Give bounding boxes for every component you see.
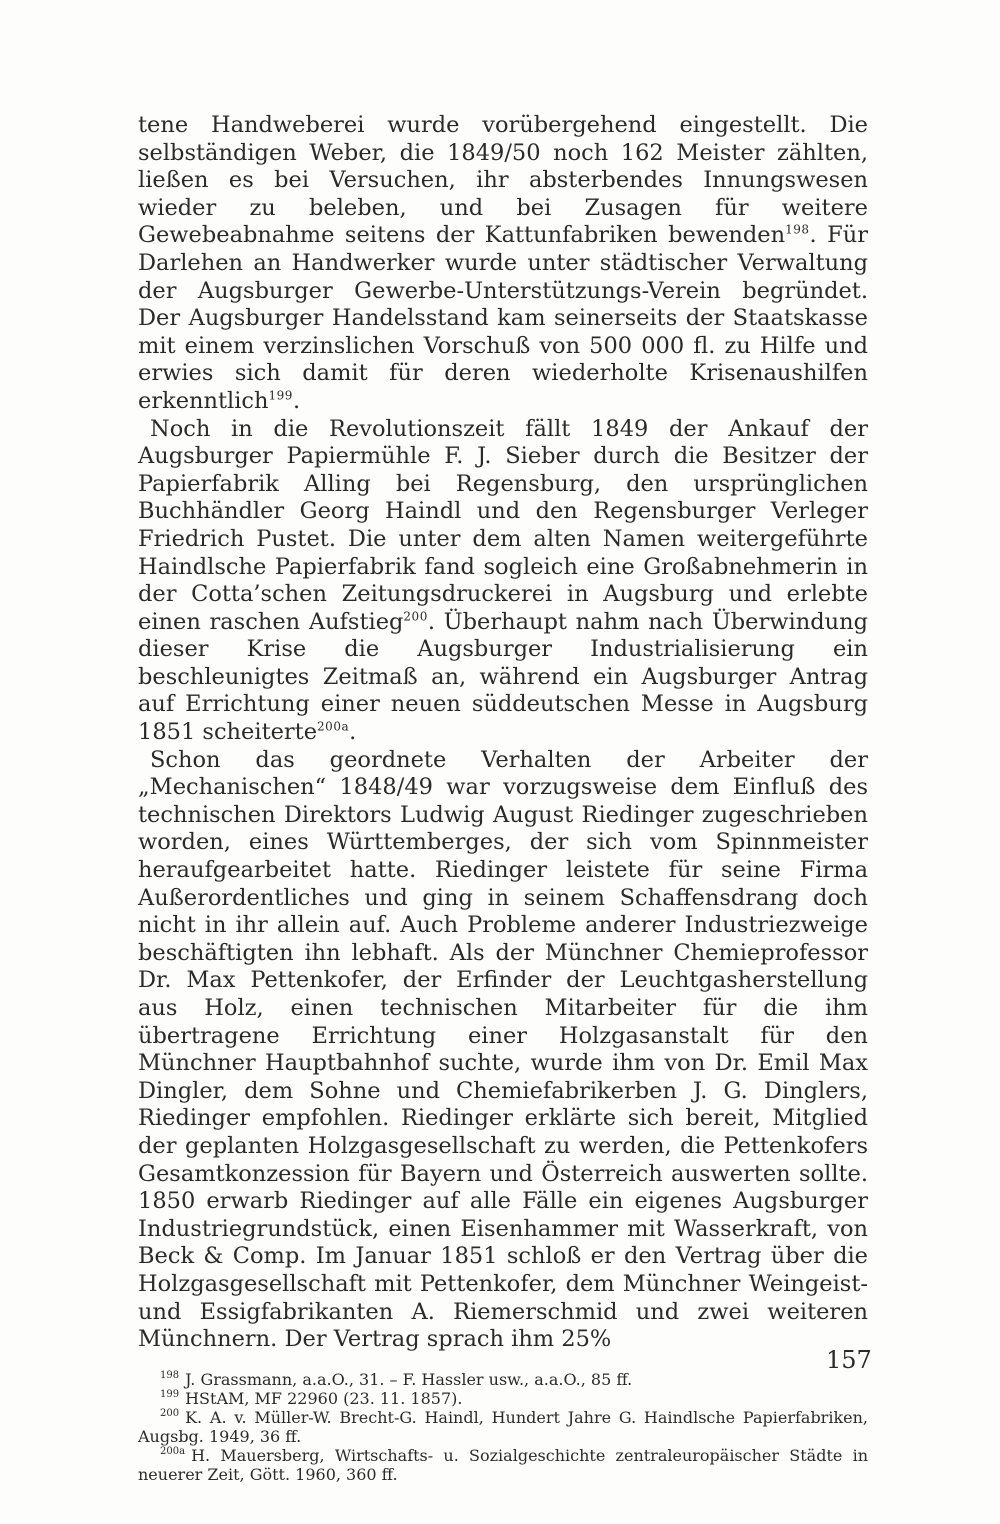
page-content — [138, 112, 868, 1484]
paragraph-text: Noch in die Revolutionszeit fällt 1849 der Ankauf der Augsburger Papiermühle F. J. Sieber durch die Besitzer der Papierfabrik Alling bei Regensburg, den ursprünglichen Buchhändler Georg Haindl und den Regensburger Verleger Friedrich Pustet. Die unter dem alten Namen weitergeführte Haindlsche Papierfabrik fand sogleich eine Großabnehmerin in der Cotta’schen Zeitungsdruckerei in Augsburg und erlebte einen raschen Aufstieg — [138, 415, 868, 635]
footnote-ref: 200 — [403, 609, 428, 624]
footnote-number: 198 — [160, 1370, 180, 1382]
footnote-number: 200 — [160, 1408, 180, 1420]
footnote-text: K. A. v. Müller-W. Brecht-G. Haindl, Hundert Jahre G. Haindlsche Papierfabriken, Augsbg. 1949, 36 ff. — [138, 1407, 868, 1446]
paragraph — [138, 747, 868, 1354]
footnote-number: 199 — [160, 1389, 180, 1401]
paragraph-text: . — [349, 719, 357, 746]
footnotes — [138, 1370, 868, 1484]
footnote — [138, 1370, 868, 1389]
footnote-ref: 199 — [268, 388, 293, 403]
footnote-text: HStAM, MF 22960 (23. 11. 1857). — [185, 1388, 463, 1408]
footnote — [138, 1408, 868, 1446]
footnote-number: 200a — [160, 1446, 186, 1458]
footnote — [138, 1389, 868, 1408]
footnote-text: J. Grassmann, a.a.O., 31. – F. Hassler usw., a.a.O., 85 ff. — [185, 1369, 633, 1389]
footnote-text: H. Mauersberg, Wirtschafts- u. Sozialgeschichte zentraleuropäischer Städte in neuerer Zeit, Gött. 1960, 360 ff. — [138, 1445, 868, 1484]
paragraph-text: . Für Darlehen an Handwerker wurde unter städtischer Verwaltung der Augsburger Gewerbe-Unterstützungs-Verein begründet. Der Augsburger Handelsstand kam seinerseits der Staatskasse mit einem verzinslichen Vorschuß von 500 000 fl. zu Hilfe und erwies sich damit für deren wiederholte Krisenaushilfen erkenntlich — [138, 222, 868, 414]
body-text — [138, 112, 868, 1354]
paragraph-text: tene Handweberei wurde vorübergehend eingestellt. Die selbständigen Weber, die 1849/50 noch 162 Meister zählten, ließen es bei Versuchen, ihr absterbendes Innungswesen wieder zu beleben, und bei Zusagen für weitere Gewebeabnahme seitens der Kattunfabriken bewenden — [138, 112, 868, 249]
page-number: 157 — [826, 1346, 872, 1374]
paragraph — [138, 112, 868, 416]
footnote — [138, 1446, 868, 1484]
paragraph-text: . Überhaupt nahm nach Überwindung dieser Krise die Augsburger Industrialisierung ein beschleunigtes Zeitmaß an, während ein Augsburger Antrag auf Errichtung einer neuen süddeutschen Messe in Augsburg 1851 scheiterte — [138, 608, 868, 746]
footnote-ref: 198 — [785, 222, 810, 237]
paragraph-text: Schon das geordnete Verhalten der Arbeiter der „Mechanischen“ 1848/49 war vorzugsweise dem Einfluß des technischen Direktors Ludwig August Riedinger zugeschrieben worden, eines Württemberges, der sich vom Spinnmeister heraufgearbeitet hatte. Riedinger leistete für seine Firma Außerordentliches und ging in seinem Schaffensdrang doch nicht in ihr allein auf. Auch Probleme anderer Industriezweige beschäftigten ihn lebhaft. Als der Münchner Chemieprofessor Dr. Max Pettenkofer, der Erfinder der Leuchtgasherstellung aus Holz, einen technischen Mitarbeiter für die ihm übertragene Errichtung einer Holzgasanstalt für den Münchner Hauptbahnhof suchte, wurde ihm von Dr. Emil Max Dingler, dem Sohne und Chemiefabrikerben J. G. Dinglers, Riedinger empfohlen. Riedinger erklärte sich bereit, Mitglied der geplanten Holzgasgesellschaft zu werden, die Pettenkofers Gesamtkonzession für Bayern und Österreich auswerten sollte. 1850 erwarb Riedinger auf alle Fälle ein eigenes Augsburger Industriegrundstück, einen Eisenhammer mit Wasserkraft, von Beck & Comp. Im Januar 1851 schloß er den Vertrag über die Holzgasgesellschaft mit Pettenkofer, dem Münchner Weingeist- und Essigfabrikanten A. Riemerschmid und zwei weiteren Münchnern. Der Vertrag sprach ihm 25% — [138, 746, 868, 1353]
footnote-ref: 200a — [317, 719, 350, 734]
paragraph — [138, 416, 868, 747]
paragraph-text: . — [292, 387, 301, 414]
